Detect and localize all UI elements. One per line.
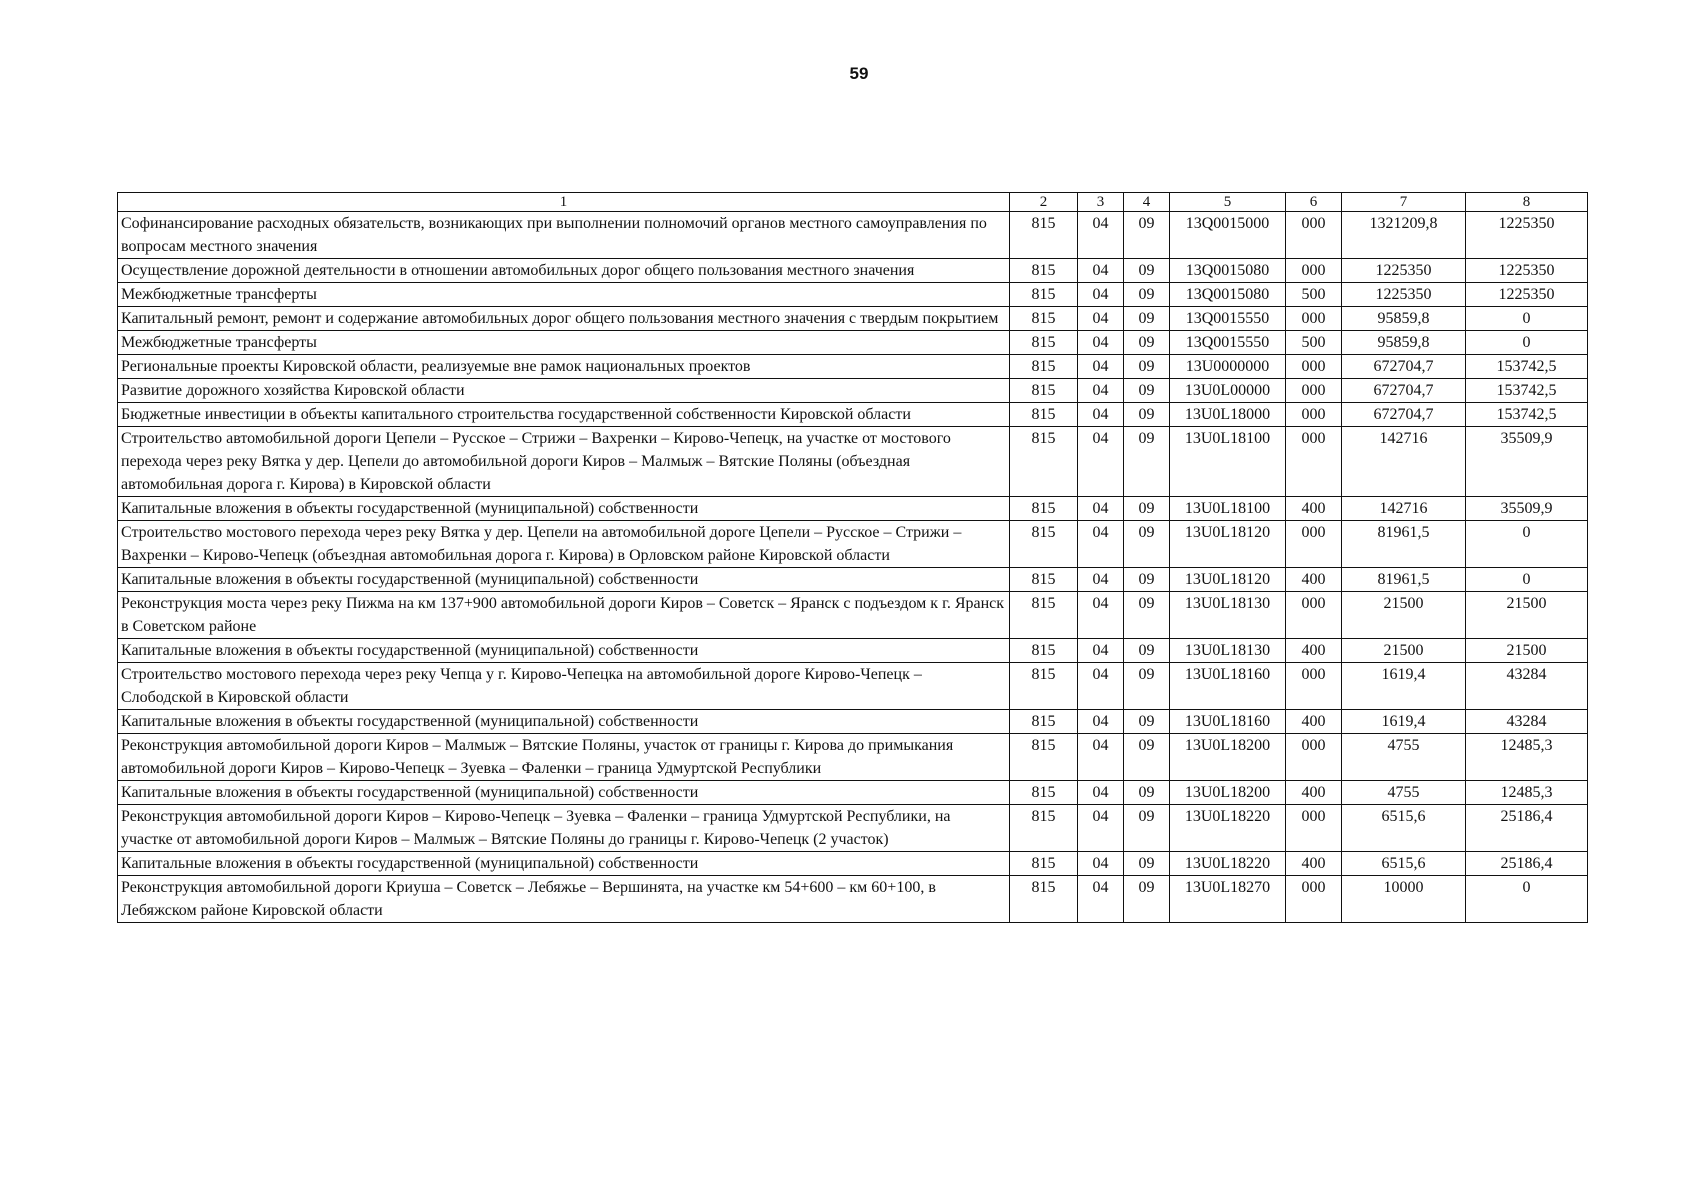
column-header: 8 (1466, 193, 1588, 212)
table-row (118, 497, 1588, 521)
table-row (118, 307, 1588, 331)
amount-year2-cell: 12485,3 (1466, 734, 1588, 781)
expense-type-cell: 000 (1286, 734, 1342, 781)
target-article-cell: 13U0L18000 (1170, 403, 1286, 427)
grbs-code-cell: 815 (1010, 876, 1078, 923)
grbs-code-cell: 815 (1010, 781, 1078, 805)
section-code-cell: 04 (1078, 307, 1124, 331)
amount-year2-cell: 0 (1466, 568, 1588, 592)
subsection-code-cell: 09 (1124, 212, 1170, 259)
amount-year2-cell: 35509,9 (1466, 497, 1588, 521)
expense-type-cell: 000 (1286, 259, 1342, 283)
subsection-code-cell: 09 (1124, 497, 1170, 521)
amount-year2-cell: 0 (1466, 521, 1588, 568)
table-row (118, 663, 1588, 710)
amount-year2-cell: 25186,4 (1466, 805, 1588, 852)
table-row (118, 379, 1588, 403)
amount-year1-cell: 6515,6 (1342, 852, 1466, 876)
subsection-code-cell: 09 (1124, 876, 1170, 923)
row-name-cell: Софинансирование расходных обязательств, возникающих при выполнении полномочий органов местного самоуправления по вопросам местного значения (118, 212, 1010, 259)
grbs-code-cell: 815 (1010, 307, 1078, 331)
grbs-code-cell: 815 (1010, 403, 1078, 427)
row-name-cell: Капитальные вложения в объекты государственной (муниципальной) собственности (118, 639, 1010, 663)
subsection-code-cell: 09 (1124, 331, 1170, 355)
expense-type-cell: 000 (1286, 521, 1342, 568)
section-code-cell: 04 (1078, 781, 1124, 805)
amount-year2-cell: 1225350 (1466, 259, 1588, 283)
amount-year1-cell: 81961,5 (1342, 568, 1466, 592)
target-article-cell: 13U0L18220 (1170, 805, 1286, 852)
grbs-code-cell: 815 (1010, 521, 1078, 568)
expense-type-cell: 000 (1286, 379, 1342, 403)
amount-year2-cell: 0 (1466, 331, 1588, 355)
row-name-cell: Капитальные вложения в объекты государственной (муниципальной) собственности (118, 781, 1010, 805)
section-code-cell: 04 (1078, 876, 1124, 923)
amount-year1-cell: 21500 (1342, 639, 1466, 663)
subsection-code-cell: 09 (1124, 852, 1170, 876)
section-code-cell: 04 (1078, 639, 1124, 663)
amount-year2-cell: 153742,5 (1466, 355, 1588, 379)
table-row (118, 212, 1588, 259)
table-row (118, 259, 1588, 283)
amount-year1-cell: 4755 (1342, 734, 1466, 781)
column-header: 3 (1078, 193, 1124, 212)
amount-year1-cell: 1619,4 (1342, 710, 1466, 734)
row-name-cell: Строительство мостового перехода через реку Чепца у г. Кирово-Чепецка на автомобильной дороге Кирово-Чепецк – Слободской в Кировской области (118, 663, 1010, 710)
amount-year1-cell: 672704,7 (1342, 403, 1466, 427)
expense-type-cell: 000 (1286, 663, 1342, 710)
amount-year1-cell: 10000 (1342, 876, 1466, 923)
amount-year1-cell: 1619,4 (1342, 663, 1466, 710)
row-name-cell: Строительство мостового перехода через реку Вятка у дер. Цепели на автомобильной дороге Цепели – Русское – Стрижи – Вахренки – Кирово-Чепецк (объездная автомобильная дорога г. Кирова) в Орловском районе Кировской области (118, 521, 1010, 568)
section-code-cell: 04 (1078, 259, 1124, 283)
grbs-code-cell: 815 (1010, 852, 1078, 876)
subsection-code-cell: 09 (1124, 568, 1170, 592)
grbs-code-cell: 815 (1010, 568, 1078, 592)
grbs-code-cell: 815 (1010, 331, 1078, 355)
table-row (118, 427, 1588, 497)
grbs-code-cell: 815 (1010, 710, 1078, 734)
row-name-cell: Капитальный ремонт, ремонт и содержание автомобильных дорог общего пользования местного значения с твердым покрытием (118, 307, 1010, 331)
amount-year1-cell: 672704,7 (1342, 379, 1466, 403)
amount-year1-cell: 672704,7 (1342, 355, 1466, 379)
row-name-cell: Межбюджетные трансферты (118, 283, 1010, 307)
grbs-code-cell: 815 (1010, 497, 1078, 521)
grbs-code-cell: 815 (1010, 283, 1078, 307)
table-row (118, 805, 1588, 852)
grbs-code-cell: 815 (1010, 805, 1078, 852)
expense-type-cell: 400 (1286, 710, 1342, 734)
table-header-row (118, 193, 1588, 212)
amount-year1-cell: 1225350 (1342, 283, 1466, 307)
table-body (118, 212, 1588, 923)
expense-type-cell: 400 (1286, 852, 1342, 876)
subsection-code-cell: 09 (1124, 710, 1170, 734)
column-header: 6 (1286, 193, 1342, 212)
table-row (118, 568, 1588, 592)
section-code-cell: 04 (1078, 592, 1124, 639)
grbs-code-cell: 815 (1010, 592, 1078, 639)
expense-type-cell: 000 (1286, 403, 1342, 427)
section-code-cell: 04 (1078, 663, 1124, 710)
target-article-cell: 13U0L18120 (1170, 568, 1286, 592)
expense-type-cell: 000 (1286, 876, 1342, 923)
table-row (118, 734, 1588, 781)
table-row (118, 521, 1588, 568)
subsection-code-cell: 09 (1124, 307, 1170, 331)
amount-year1-cell: 81961,5 (1342, 521, 1466, 568)
amount-year2-cell: 25186,4 (1466, 852, 1588, 876)
section-code-cell: 04 (1078, 355, 1124, 379)
target-article-cell: 13U0L18220 (1170, 852, 1286, 876)
column-header: 5 (1170, 193, 1286, 212)
target-article-cell: 13U0000000 (1170, 355, 1286, 379)
budget-table (117, 192, 1588, 923)
table-row (118, 781, 1588, 805)
section-code-cell: 04 (1078, 568, 1124, 592)
row-name-cell: Осуществление дорожной деятельности в отношении автомобильных дорог общего пользования местного значения (118, 259, 1010, 283)
target-article-cell: 13U0L18200 (1170, 734, 1286, 781)
subsection-code-cell: 09 (1124, 805, 1170, 852)
table-row (118, 592, 1588, 639)
column-header: 2 (1010, 193, 1078, 212)
target-article-cell: 13U0L18100 (1170, 497, 1286, 521)
grbs-code-cell: 815 (1010, 639, 1078, 663)
section-code-cell: 04 (1078, 521, 1124, 568)
section-code-cell: 04 (1078, 331, 1124, 355)
column-header: 4 (1124, 193, 1170, 212)
subsection-code-cell: 09 (1124, 781, 1170, 805)
amount-year1-cell: 21500 (1342, 592, 1466, 639)
amount-year1-cell: 4755 (1342, 781, 1466, 805)
row-name-cell: Реконструкция автомобильной дороги Киров – Кирово-Чепецк – Зуевка – Фаленки – граница Удмуртской Республики, на участке от автомобильной дороги Киров – Малмыж – Вятские Поляны до границы г. Кирово-Чепецк (2 участок) (118, 805, 1010, 852)
row-name-cell: Капитальные вложения в объекты государственной (муниципальной) собственности (118, 497, 1010, 521)
subsection-code-cell: 09 (1124, 283, 1170, 307)
row-name-cell: Капитальные вложения в объекты государственной (муниципальной) собственности (118, 568, 1010, 592)
table-row (118, 710, 1588, 734)
amount-year1-cell: 1225350 (1342, 259, 1466, 283)
subsection-code-cell: 09 (1124, 521, 1170, 568)
section-code-cell: 04 (1078, 805, 1124, 852)
amount-year1-cell: 142716 (1342, 427, 1466, 497)
expense-type-cell: 000 (1286, 307, 1342, 331)
expense-type-cell: 400 (1286, 497, 1342, 521)
subsection-code-cell: 09 (1124, 259, 1170, 283)
row-name-cell: Реконструкция автомобильной дороги Киров – Малмыж – Вятские Поляны, участок от границы г. Кирова до примыкания автомобильной дороги Киров – Кирово-Чепецк – Зуевка – Фаленки – граница Удмуртской Республики (118, 734, 1010, 781)
section-code-cell: 04 (1078, 403, 1124, 427)
target-article-cell: 13U0L18100 (1170, 427, 1286, 497)
target-article-cell: 13U0L18130 (1170, 592, 1286, 639)
amount-year2-cell: 1225350 (1466, 212, 1588, 259)
expense-type-cell: 500 (1286, 331, 1342, 355)
amount-year2-cell: 153742,5 (1466, 379, 1588, 403)
amount-year1-cell: 6515,6 (1342, 805, 1466, 852)
grbs-code-cell: 815 (1010, 379, 1078, 403)
table-row (118, 403, 1588, 427)
target-article-cell: 13Q0015080 (1170, 259, 1286, 283)
subsection-code-cell: 09 (1124, 427, 1170, 497)
row-name-cell: Строительство автомобильной дороги Цепели – Русское – Стрижи – Вахренки – Кирово-Чепецк, на участке от мостового перехода через реку Вятка у дер. Цепели до автомобильной дороги Киров – Малмыж – Вятские Поляны (объездная автомобильная дорога г. Кирова) в Кировской области (118, 427, 1010, 497)
target-article-cell: 13Q0015000 (1170, 212, 1286, 259)
page-number: 59 (849, 64, 869, 83)
subsection-code-cell: 09 (1124, 355, 1170, 379)
grbs-code-cell: 815 (1010, 355, 1078, 379)
row-name-cell: Межбюджетные трансферты (118, 331, 1010, 355)
row-name-cell: Развитие дорожного хозяйства Кировской области (118, 379, 1010, 403)
expense-type-cell: 000 (1286, 427, 1342, 497)
target-article-cell: 13U0L18200 (1170, 781, 1286, 805)
amount-year1-cell: 95859,8 (1342, 331, 1466, 355)
subsection-code-cell: 09 (1124, 403, 1170, 427)
target-article-cell: 13U0L18270 (1170, 876, 1286, 923)
subsection-code-cell: 09 (1124, 592, 1170, 639)
section-code-cell: 04 (1078, 212, 1124, 259)
expense-type-cell: 400 (1286, 781, 1342, 805)
target-article-cell: 13Q0015550 (1170, 331, 1286, 355)
target-article-cell: 13Q0015080 (1170, 283, 1286, 307)
amount-year1-cell: 142716 (1342, 497, 1466, 521)
grbs-code-cell: 815 (1010, 734, 1078, 781)
amount-year2-cell: 0 (1466, 307, 1588, 331)
subsection-code-cell: 09 (1124, 379, 1170, 403)
target-article-cell: 13U0L00000 (1170, 379, 1286, 403)
row-name-cell: Капитальные вложения в объекты государственной (муниципальной) собственности (118, 852, 1010, 876)
amount-year2-cell: 153742,5 (1466, 403, 1588, 427)
row-name-cell: Реконструкция автомобильной дороги Криуша – Советск – Лебяжье – Вершинята, на участке км 54+600 – км 60+100, в Лебяжском районе Кировской области (118, 876, 1010, 923)
row-name-cell: Капитальные вложения в объекты государственной (муниципальной) собственности (118, 710, 1010, 734)
table-row (118, 876, 1588, 923)
section-code-cell: 04 (1078, 379, 1124, 403)
expense-type-cell: 400 (1286, 639, 1342, 663)
expense-type-cell: 500 (1286, 283, 1342, 307)
row-name-cell: Бюджетные инвестиции в объекты капитального строительства государственной собственности Кировской области (118, 403, 1010, 427)
section-code-cell: 04 (1078, 734, 1124, 781)
amount-year2-cell: 21500 (1466, 639, 1588, 663)
table-row (118, 852, 1588, 876)
section-code-cell: 04 (1078, 852, 1124, 876)
section-code-cell: 04 (1078, 710, 1124, 734)
amount-year2-cell: 43284 (1466, 710, 1588, 734)
column-header: 1 (118, 193, 1010, 212)
target-article-cell: 13U0L18130 (1170, 639, 1286, 663)
expense-type-cell: 000 (1286, 805, 1342, 852)
table-row (118, 331, 1588, 355)
amount-year2-cell: 0 (1466, 876, 1588, 923)
grbs-code-cell: 815 (1010, 212, 1078, 259)
amount-year2-cell: 12485,3 (1466, 781, 1588, 805)
target-article-cell: 13U0L18160 (1170, 710, 1286, 734)
row-name-cell: Реконструкция моста через реку Пижма на км 137+900 автомобильной дороги Киров – Советск – Яранск с подъездом к г. Яранск в Советском районе (118, 592, 1010, 639)
amount-year2-cell: 43284 (1466, 663, 1588, 710)
expense-type-cell: 000 (1286, 355, 1342, 379)
grbs-code-cell: 815 (1010, 663, 1078, 710)
section-code-cell: 04 (1078, 497, 1124, 521)
section-code-cell: 04 (1078, 283, 1124, 307)
grbs-code-cell: 815 (1010, 259, 1078, 283)
target-article-cell: 13U0L18160 (1170, 663, 1286, 710)
subsection-code-cell: 09 (1124, 663, 1170, 710)
subsection-code-cell: 09 (1124, 639, 1170, 663)
section-code-cell: 04 (1078, 427, 1124, 497)
expense-type-cell: 000 (1286, 212, 1342, 259)
target-article-cell: 13Q0015550 (1170, 307, 1286, 331)
amount-year1-cell: 95859,8 (1342, 307, 1466, 331)
table-row (118, 639, 1588, 663)
amount-year1-cell: 1321209,8 (1342, 212, 1466, 259)
amount-year2-cell: 1225350 (1466, 283, 1588, 307)
target-article-cell: 13U0L18120 (1170, 521, 1286, 568)
amount-year2-cell: 21500 (1466, 592, 1588, 639)
column-header: 7 (1342, 193, 1466, 212)
subsection-code-cell: 09 (1124, 734, 1170, 781)
table-row (118, 355, 1588, 379)
table-row (118, 283, 1588, 307)
expense-type-cell: 400 (1286, 568, 1342, 592)
expense-type-cell: 000 (1286, 592, 1342, 639)
amount-year2-cell: 35509,9 (1466, 427, 1588, 497)
grbs-code-cell: 815 (1010, 427, 1078, 497)
row-name-cell: Региональные проекты Кировской области, реализуемые вне рамок национальных проектов (118, 355, 1010, 379)
